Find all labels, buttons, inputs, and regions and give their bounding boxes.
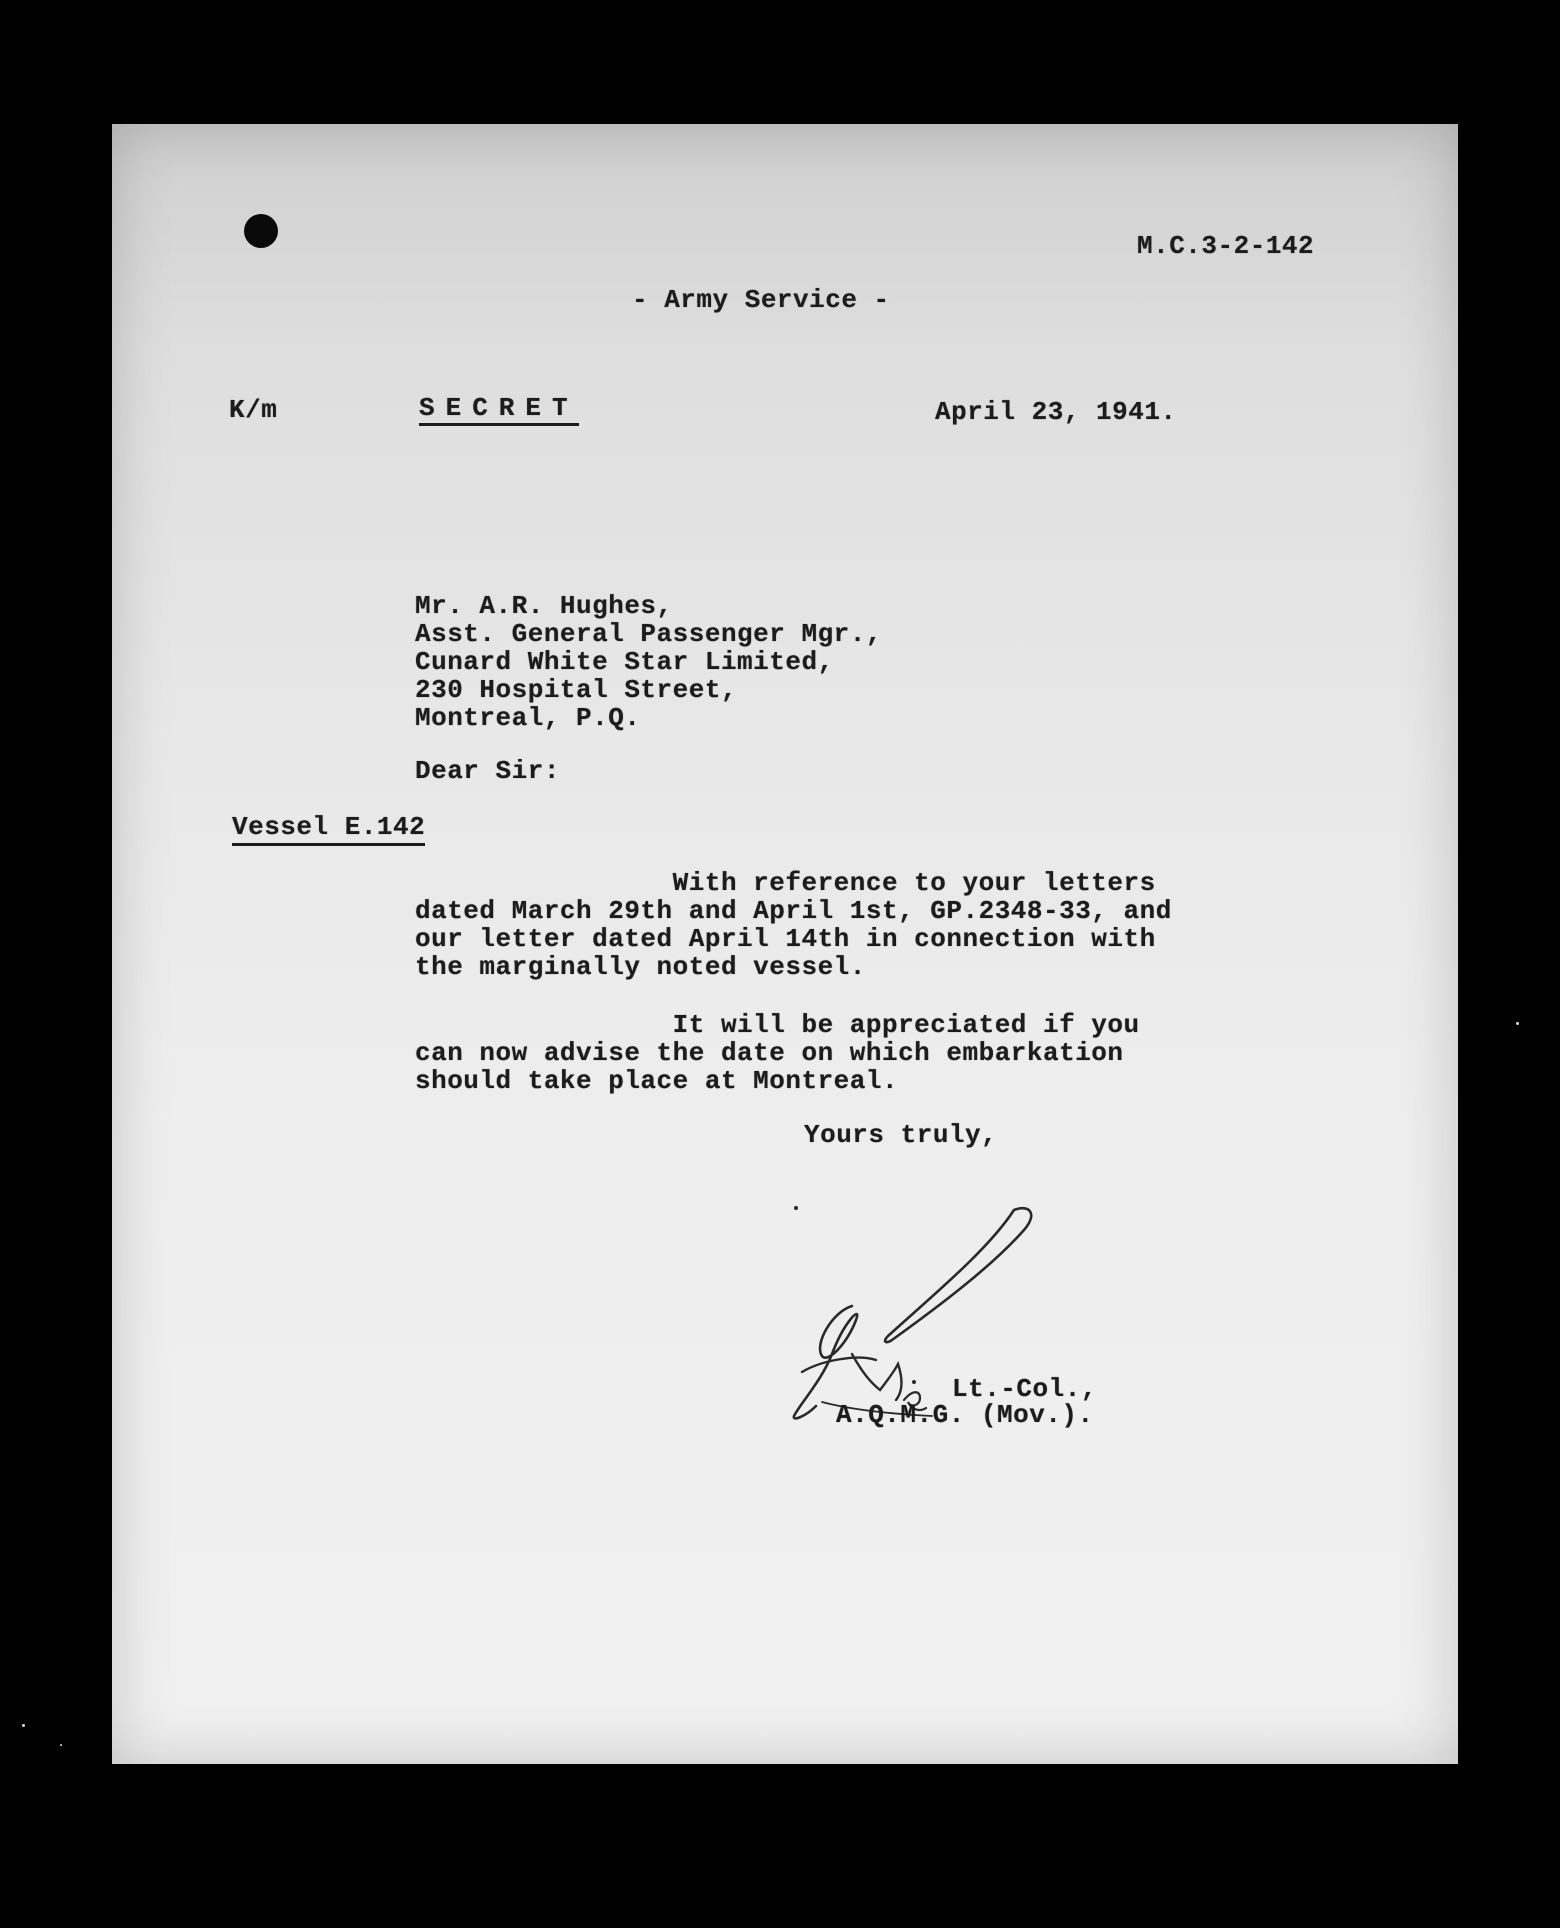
body-line: the marginally noted vessel. — [415, 952, 866, 982]
classification-stamp: SECRET — [419, 394, 579, 426]
body-line: dated March 29th and April 1st, GP.2348-33, and — [415, 896, 1172, 926]
film-speck — [22, 1724, 25, 1727]
complimentary-close: Yours truly, — [804, 1120, 998, 1150]
recipient-title: Asst. General Passenger Mgr., — [415, 619, 882, 649]
recipient-address — [415, 592, 882, 732]
body-line: should take place at Montreal. — [415, 1066, 899, 1096]
body-paragraph-2 — [415, 1011, 1140, 1095]
department-heading: - Army Service - — [632, 285, 890, 315]
recipient-company: Cunard White Star Limited, — [415, 647, 834, 677]
signer-rank: Lt.-Col., — [952, 1374, 1097, 1404]
recipient-street: 230 Hospital Street, — [415, 675, 738, 705]
letter-page — [112, 124, 1458, 1764]
reference-number: M.C.3-2-142 — [1137, 231, 1315, 261]
punch-hole — [244, 214, 278, 248]
body-line: can now advise the date on which embarkation — [415, 1038, 1124, 1068]
film-speck — [60, 1744, 62, 1746]
letter-date: April 23, 1941. — [935, 397, 1177, 427]
body-line: It will be appreciated if you — [415, 1010, 1140, 1040]
film-speck — [1516, 1022, 1519, 1025]
recipient-name: Mr. A.R. Hughes, — [415, 591, 673, 621]
body-line: our letter dated April 14th in connection with — [415, 924, 1156, 954]
subject-line: Vessel E.142 — [232, 813, 425, 846]
signer-unit: A.Q.M.G. (Mov.). — [836, 1400, 1094, 1430]
recipient-city: Montreal, P.Q. — [415, 703, 641, 733]
body-paragraph-1 — [415, 869, 1172, 981]
typist-initials: K/m — [229, 395, 278, 425]
body-line: With reference to your letters — [415, 868, 1156, 898]
salutation: Dear Sir: — [415, 756, 560, 786]
